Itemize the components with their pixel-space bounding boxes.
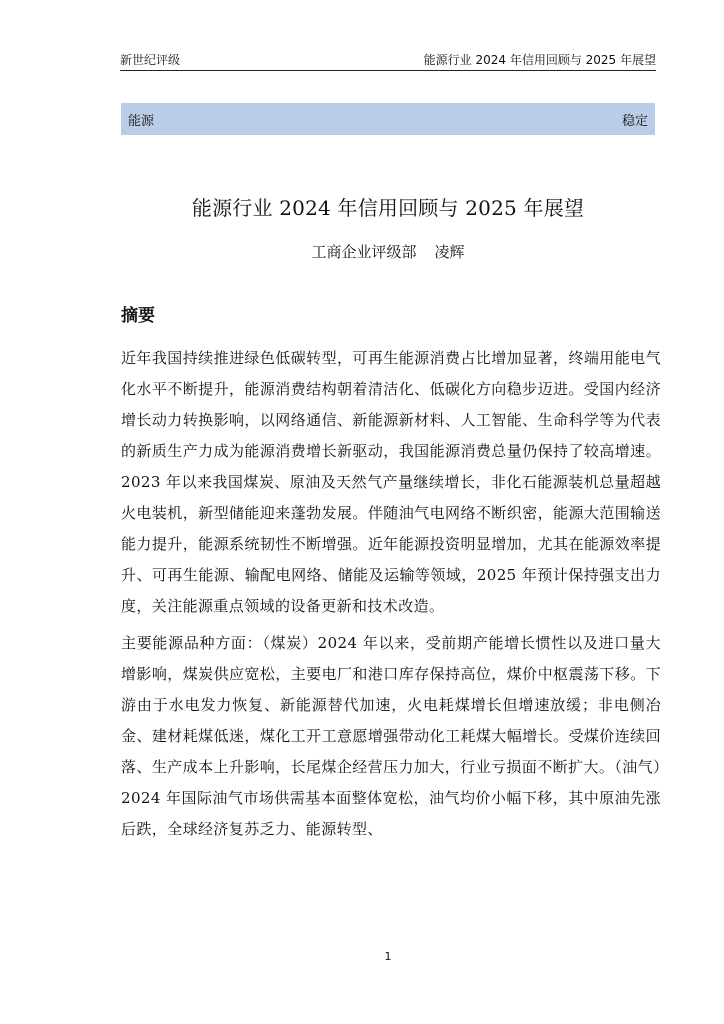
body-text [121,343,661,851]
page-title: 能源行业 2024 年信用回顾与 2025 年展望 [191,196,585,220]
section-heading: 摘要 [121,306,155,326]
paragraph: 近年我国持续推进绿色低碳转型，可再生能源消费占比增加显著，终端用能电气化水平不断提升，能源消费结构朝着清洁化、低碳化方向稳步迈进。受国内经济增长动力转换影响，以网络通信、新能源新材料、人工智能、生命科学等为代表的新质生产力成为能源消费增长新驱动，我国能源消费总量仍保持了较高增速。2023 年以来我国煤炭、原油及天然气产量继续增长，非化石能源装机总量超越火电装机，新型储能迎来蓬勃发展。伴随油气电网络不断织密，能源大范围输送能力提升，能源系统韧性不断增强。近年能源投资明显增加，尤其在能源效率提升、可再生能源、输配电网络、储能及运输等领域，2025 年预计保持强支出力度，关注能源重点领域的设备更新和技术改造。 [121,349,661,615]
header-report-title: 能源行业 2024 年信用回顾与 2025 年展望 [423,53,656,67]
sector-banner [121,103,655,135]
header-agency: 新世纪评级 [120,53,181,67]
paragraph: 主要能源品种方面：（煤炭）2024 年以来，受前期产能增长惯性以及进口量大增影响，煤炭供应宽松，主要电厂和港口库存保持高位，煤价中枢震荡下移。下游由于水电发力恢复、新能源替代加速，火电耗煤增长但增速放缓；非电侧冶金、建材耗煤低迷，煤化工开工意愿增强带动化工耗煤大幅增长。受煤价连续回落、生产成本上升影响，长尾煤企经营压力加大，行业亏损面不断扩大。（油气）2024 年国际油气市场供需基本面整体宽松，油气均价小幅下移，其中原油先涨后跌，全球经济复苏乏力、能源转型、 [121,634,661,838]
byline-author: 凌辉 [434,243,465,261]
byline [0,241,724,262]
running-header [120,50,656,71]
banner-outlook: 稳定 [621,113,648,129]
banner-sector: 能源 [128,113,155,129]
page-number: 1 [384,950,392,963]
byline-department: 工商企业评级部 [311,243,417,261]
